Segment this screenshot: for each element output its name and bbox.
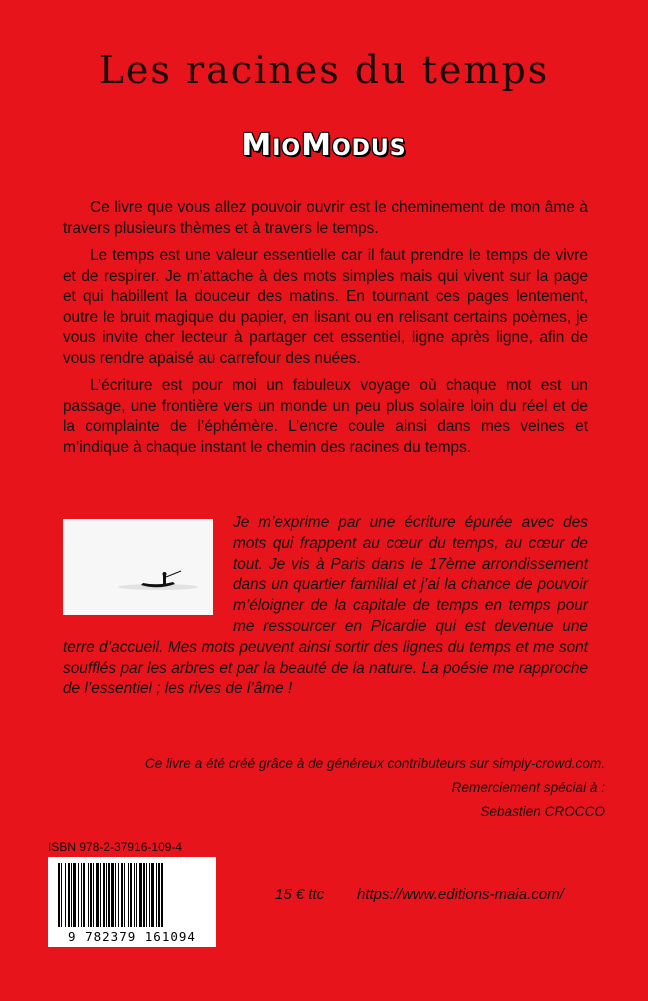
barcode-bar [151,863,154,927]
author-letter-1: M [241,128,273,163]
book-title: Les racines du temps [98,48,550,92]
credits [45,752,605,824]
barcode-bar [103,863,105,927]
barcode-bar [96,863,99,927]
barcode-bar [68,863,70,927]
barcode-bars [48,857,216,929]
barcode-bar [88,863,89,927]
barcode-bar [134,863,135,927]
barcode-bar [115,863,116,927]
barcode-bar [128,863,129,927]
credits-line-3: Sebastien CROCCO [480,804,605,819]
barcode-bar [81,863,82,927]
barcode-bar [106,863,107,927]
author-part-2: ODUS [331,136,407,161]
barcode [48,857,216,947]
isbn: ISBN 978-2-37916-109-4 [48,840,183,854]
author-bio [63,513,588,700]
barcode-bar [100,863,101,927]
author-letter-2: M [301,128,332,163]
price: 15 € ttc [275,886,325,903]
barcode-bar [130,863,132,927]
barcode-bar [156,863,157,927]
credits-line-2: Remerciement spécial à : [451,780,605,795]
barcode-bar [93,863,94,927]
barcode-bar [158,863,160,927]
author-name [0,128,648,163]
barcode-bar [118,863,119,927]
barcode-bar [111,863,114,927]
barcode-bar [121,863,123,927]
barcode-bar [149,863,150,927]
barcode-bar [139,863,142,927]
barcode-bar [61,863,62,927]
barcode-bar [161,863,163,927]
barcode-bar [83,863,85,927]
blurb-paragraph-2: Le temps est une valeur essentielle car il faut prendre le temps de vivre et de respirer. Je m’attache à des mots simples mais qui vivent sur la page et qui habillent la douceur des matins. En tournant ces pages lentement, outre le bruit magique du papier, en lisant ou en relisant certains poèmes, je vous invite cher lecteur à partager cet essentiel, ligne après ligne, afin de vous rendre apaisé au carrefour des nuées. [63,247,588,367]
publisher-url[interactable]: https://www.editions-maia.com/ [357,886,564,903]
author-part-1: IO [272,136,302,161]
credits-line-1: Ce livre a été créé grâce à de généreux contributeurs sur simply-crowd.com. [144,756,605,771]
barcode-bar [143,863,145,927]
barcode-bar [136,863,137,927]
barcode-bar [73,863,76,927]
barcode-bar [108,863,110,927]
barcode-bar [58,863,60,927]
barcode-bar [90,863,92,927]
barcode-bar [146,863,147,927]
barcode-bar [78,863,79,927]
barcode-digits: 9 782379 161094 [68,929,196,944]
blurb-paragraph-3: L’écriture est pour moi un fabuleux voyage où chaque mot est un passage, une frontière vers un monde un peu plus solaire loin du réel et de la complainte de l’éphémère. L’encre coule ainsi dans mes veines et m’indique à chaque instant le chemin des racines du temps. [63,377,588,456]
photo-spacer [63,513,233,617]
barcode-bar [124,863,125,927]
barcode-bar [71,863,72,927]
blurb [63,198,588,465]
barcode-bar [65,863,66,927]
blurb-paragraph-1: Ce livre que vous allez pouvoir ouvrir est le cheminement de mon âme à travers plusieurs thèmes et à travers le temps. [63,199,588,237]
author-bio-text: Je m’exprime par une écriture épurée avec des mots qui frappent au cœur du temps, au cœur de tout. Je vis à Paris dans le 17ème arrondissement dans un quartier familial et j’ai la chance de pouvoir m’éloigner de la capitale de temps en temps pour me ressourcer en Picardie qui est devenue une terre d’accueil. Mes mots peuvent ainsi sortir des lignes du temps et me sont soufflés par les arbres et par la beauté de la nature. La poésie me rapproche de l’essentiel ; les rives de l’âme ! [63,514,588,698]
